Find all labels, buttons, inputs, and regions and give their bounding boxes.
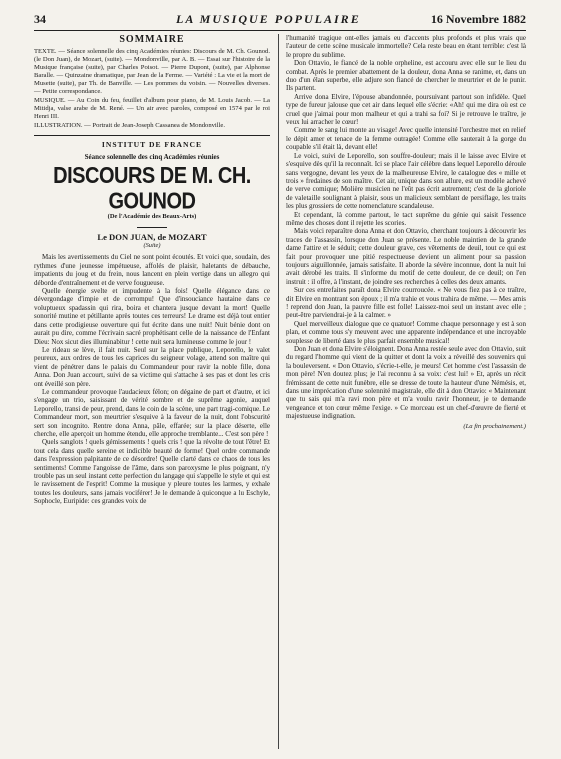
paragraph: Et cependant, là comme partout, le tact suprême du génie qui saisit l'essence même des choses dont il rejette les scories. <box>286 210 526 227</box>
sommaire-illustration: ILLUSTRATION. — Portrait de Jean-Joseph Cassanea de Mondonville. <box>34 122 225 130</box>
article-subject: Le DON JUAN, de MOZART <box>97 231 207 242</box>
paragraph: Le voici, suivi de Leporello, son souffre-douleur; mais il le laisse avec Elvire et s'esquive dès qu'il la reconnaît. Ici se place l'air célèbre dans lequel Leporello déroule sans vergogne, devant les yeux de la malheureuse Elvire, le catalogue des « mille et trois » fredaines de son maître. Cet air, unique dans son allure, est un modèle achevé de verve comique; Molière musicien ne l'eût pas écrit autrement; c'est de la gloriole de valetaille soulignant à plaisir, sous un malicieux semblant de persiflage, les traits les plus grossiers de cette nomenclature scandaleuse. <box>286 151 526 211</box>
page-header <box>34 12 526 28</box>
page-number: 34 <box>34 12 46 26</box>
section-divider <box>34 135 270 136</box>
sommaire-heading: SOMMAIRE <box>119 34 185 45</box>
journal-title: LA MUSIQUE POPULAIRE <box>176 12 361 26</box>
paragraph: Le rideau se lève, il fait nuit. Seul sur la place publique, Leporello, le valet peureux, aux ordres de tous les caprices du seigneur volage, attend son maître qui vient de pénétrer dans le palais du Commandeur pour ravir la noble fille, dona Anna. Don Juan accourt, suivi de sa victime qui s'attache à ses pas et dont les cris ont éveillé son père. <box>34 345 270 388</box>
academy-note: (De l'Académie des Beaux-Arts) <box>107 213 197 221</box>
continuation-note: (La fin prochainement.) <box>463 422 526 430</box>
paragraph: l'humanité tragique ont-elles jamais eu d'accents plus profonds et plus vrais que l'auteur de cette scène musicale immortelle? Cela reste beau en étant terrible: c'est là le propre du sublime. <box>286 34 526 59</box>
header-rule <box>34 30 526 31</box>
institute-heading: INSTITUT DE FRANCE <box>101 140 203 150</box>
paragraph: Arrive dona Elvire, l'épouse abandonnée, poursuivant partout son infidèle. Quel type de fureur jalouse que cet air dans lequel elle s'écrie: «Ah! qui me dira où est ce cruel que j'aimai pour mon malheur et qui a trahi sa foi? Si je retrouve le traître, je veux lui arracher le cœur! <box>286 92 526 127</box>
paragraph: Le commandeur provoque l'audacieux félon; on dégaine de part et d'autre, et ici s'engage un trio, saisissant de vérité sombre et de suprême agonie, auquel Leporello, transi de peur, prend, dans le coin de la scène, une part tragi-comique. Le Commandeur mort, son meurtrier s'esquive à la faveur de la nuit, dont l'obscurité sert son incognito. Rentre dona Anna, pâle, effarée; sur la place déserte, elle cherche, elle aperçoit un homme étendu, elle approche tremblante... C'est son père ! <box>34 387 270 438</box>
left-column <box>34 34 270 506</box>
issue-date: 16 Novembre 1882 <box>430 12 526 26</box>
paragraph: Don Juan et dona Elvire s'éloignent. Dona Anna restée seule avec don Ottavio, suit du regard l'homme qui vient de la quitter et dont la voix a réveillé des souvenirs qui la bouleversent. « Don Ottavio, s'écrie-t-elle, je meurs! Cet homme c'est l'assassin de mon père! N'en doutez plus; je l'ai reconnu à sa voix: c'est lui! » Et, après un récit frémissant de cette nuit funèbre, elle se dresse de toute la hauteur d'une Némésis, et, dans une imprécation d'une solennité magistrale, elle dit à don Ottavio: « Maintenant que tu sais qui m'a ravi mon père et m'a voulu ravir l'honneur, je te demande vengeance et ton cœur même l'exige. » Ce morceau est un chef-d'œuvre de fierté et majestueuse indignation. <box>286 345 527 421</box>
sommaire-musique: MUSIQUE. — Au Coin du feu, feuillet d'album pour piano, de M. Louis Jacob. — La Mitidja, valse arabe de M. René. — Un air avec paroles, composé en 1574 par le roi Henri III. <box>34 97 270 121</box>
paragraph: Comme le sang lui monte au visage! Avec quelle intensité l'orchestre met en relief le dépit amer et tenace de la femme outragée! Comme elle sauterait à la gorge du coupable s'il était là, devant elle! <box>286 126 526 152</box>
paragraph: Quel merveilleux dialogue que ce quatuor! Comme chaque personnage y est à son plan, et comme tous s'y meuvent avec une apparente indépendance et une incroyable souplesse de liberté dans le plus parfait ensemble musical! <box>286 319 526 345</box>
sommaire-texte: TEXTE. — Séance solennelle des cinq Académies réunies: Discours de M. Ch. Gounod. (le Don Juan), de Mozart, (suite). — Mondonville, par A. B. — Essai sur l'histoire de la Musique française (suite), par Charles Poisot. — Pierre Dupont, (suite), par Alphonse Baralle. — Quinzaine dramatique, par Jean de la Ferme. — Variété : La vie et la mort de Musette (suite), par Th. de Banville. — Les pommes du voisin. — Nouvelles diverses. — Petite correspondance. <box>34 48 270 96</box>
sommaire-list <box>34 48 270 130</box>
paragraph: Mais voici reparaître dona Anna et don Ottavio, cherchant toujours à découvrir les traces de l'assassin, lorsque don Juan se présente. Le noble maintien de la grande dame l'attire et le séduit; cette douleur grave, ces vêtements de deuil, tout ce qui est fait pour provoquer une pitié respectueuse devient un aliment pour sa passion toujours aiguillonnée, jamais satisfaite. Il aborde la sévère inconnue, dont la nuit lui avait dérobé les traits. Il s'informe du motif de cette douleur, de ce deuil; on l'en instruit : il offre, à l'instant, de joindre ses recherches à celles des deux amants. <box>286 227 526 286</box>
paragraph: Quels sanglots ! quels gémissements ! quels cris ! que la révolte de tout l'être! Et tout cela dans quelle sereine et indicible beauté de forme! Quel ordre commande dans l'expression palpitante de ce désordre! Quelle clarté dans ce chaos de tous les sentiments! Comme l'angoisse de l'âme, dans son paroxysme le plus poignant, n'y trouble pas un seul instant cette perfection du langage qui s'appelle le style et qui est le ravissement de l'esprit! Comme la musique y pleure toutes les larmes, y exhale toutes les douleurs, sans jamais vociférer! Je le demande à quiconque a lu Eschyle, Sophocle, Euripide: ces grandes voix de <box>34 438 270 506</box>
paragraph: Mais les avertissements du Ciel ne sont point écoutés. Et voici que, soudain, des rythmes d'une jeunesse impétueuse, affolés de plaisir, haletants de débauche, impatients du joug et du frein, nous lancent en plein vertige dans un allegro qui déborde d'entraînement et de verve fougueuse. <box>34 253 270 287</box>
short-divider <box>137 227 167 228</box>
paragraph: Don Ottavio, le fiancé de la noble orpheline, est accouru avec elle sur le lieu du combat. Après le premier abattement de la douleur, dona Anna se ranime, et, dans un duo d'un élan superbe, elle adjure son fiancé de chercher le meurtrier et de le punir. Ils partent. <box>286 59 526 93</box>
right-column <box>286 34 526 431</box>
paragraph: Quelle énergie svelte et impudente à la fois! Quelle élégance dans ce dévergondage d'impie et de corrompu! Que d'insouciance hautaine dans ce voluptueux spadassin qui rira, boira et chantera jusque devant la mort! Quelle sonorité mutine et pétillante après toutes ces terreurs! Le drame est déjà tout entier dans cette prodigieuse ouverture qui fut écrite dans une nuit! Nuit bénie dont on aurait pu dire, comme l'écrivain sacré prophétisant celle de la naissance de l'Enfant Dieu: Nox sicut dies illuminabitur ! cette nuit sera lumineuse comme le jour ! <box>34 287 270 346</box>
seance-subheading: Séance solennelle des cinq Académies réunies <box>84 152 220 161</box>
paragraph: Sur ces entrefaites paraît dona Elvire courroucée. « Ne vous fiez pas à ce traître, dit Elvire en montrant son époux ; il m'a trahie et vous trahira de même. — Mes amis ! reprend don Juan, la pauvre fille est folle! Laissez-moi seul un instant avec elle ; peut-être parviendrai-je à la calmer. » <box>286 286 526 320</box>
article-title: DISCOURS DE M. CH. GOUNOD <box>53 163 251 215</box>
column-divider <box>278 34 279 749</box>
suite-note: (Suite) <box>143 242 161 250</box>
